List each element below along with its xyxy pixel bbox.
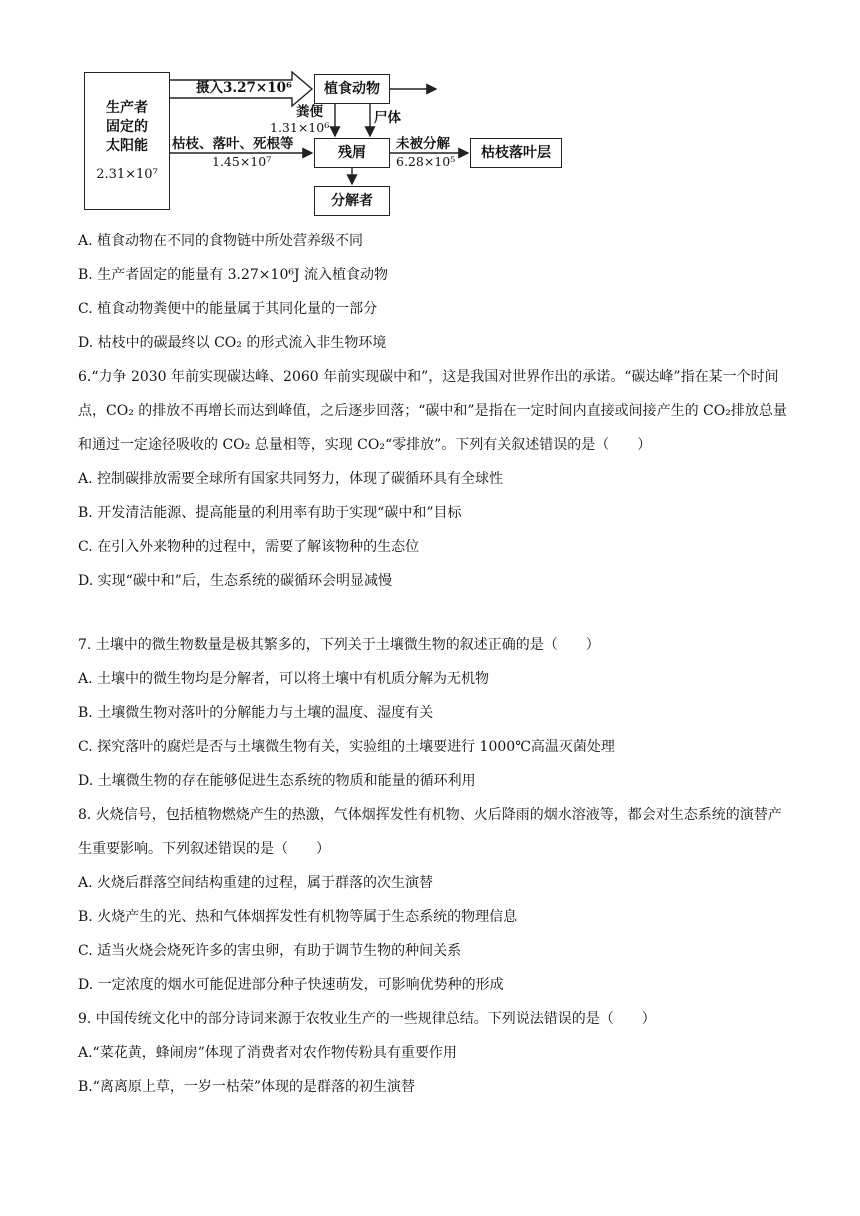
q5-option-b: B. 生产者固定的能量有 3.27×10⁶J 流入植食动物 [78,267,389,283]
q6-option-c: C. 在引入外来物种的过程中，需要了解该物种的生态位 [78,539,420,555]
q6-option-d: D. 实现“碳中和”后，生态系统的碳循环会明显减慢 [78,573,392,589]
intake-label: 摄入3.27×10⁶ [196,80,292,96]
producer-line-3: 太阳能 [106,137,148,154]
q9-stem: 9. 中国传统文化中的部分诗词来源于农牧业生产的一些规律总结。下列说法错误的是（ ） [78,1011,656,1027]
q5-options [78,224,790,360]
question-9 [78,1002,790,1104]
litter-layer-box: 枯枝落叶层 [470,138,562,168]
q9-option-b: B.“离离原上草，一岁一枯荣”体现的是群落的初生演替 [78,1079,416,1095]
question-6 [78,360,790,598]
q7-option-d: D. 土壤微生物的存在能够促进生态系统的物质和能量的循环利用 [78,773,476,789]
q8-option-d: D. 一定浓度的烟水可能促进部分种子快速萌发，可影响优势种的形成 [78,977,504,993]
feces-label: 粪便 [296,104,323,120]
q7-option-c: C. 探究落叶的腐烂是否与土壤微生物有关，实验组的土壤要进行 1000℃高温灭菌处理 [78,739,615,755]
undecomposed-label: 未被分解 [396,136,450,152]
producer-box [84,72,170,210]
q6-option-b: B. 开发清洁能源、提高能量的利用率有助于实现“碳中和”目标 [78,505,462,521]
q7-option-a: A. 土壤中的微生物均是分解者，可以将土壤中有机质分解为无机物 [78,671,490,687]
q5-option-c: C. 植食动物粪便中的能量属于其同化量的一部分 [78,301,378,317]
q7-option-b: B. 土壤微生物对落叶的分解能力与土壤的温度、湿度有关 [78,705,434,721]
q9-option-a: A.“菜花黄，蜂闹房”体现了消费者对农作物传粉具有重要作用 [78,1045,457,1061]
q8-option-b: B. 火烧产生的光、热和气体烟挥发性有机物等属于生态系统的物理信息 [78,909,518,925]
q5-option-d: D. 枯枝中的碳最终以 CO₂ 的形式流入非生物环境 [78,335,387,351]
q5-option-a: A. 植食动物在不同的食物链中所处营养级不同 [78,233,364,249]
feces-value: 1.31×10⁶ [270,120,330,135]
question-7 [78,628,790,798]
producer-line-1: 生产者 [106,99,148,116]
question-8 [78,798,790,1002]
herbivore-box: 植食动物 [314,74,390,104]
producer-line-2: 固定的 [106,118,148,135]
undecomposed-value: 6.28×10⁵ [396,154,456,169]
corpse-label: 尸体 [374,110,401,126]
q8-stem: 8. 火烧信号，包括植物燃烧产生的热激，气体烟挥发性有机物、火后降雨的烟水溶液等，都会对生态系统的演替产生重要影响。下列叙述错误的是（ ） [78,807,782,857]
branches-value: 1.45×10⁷ [212,154,272,169]
energy-flow-diagram [80,66,600,216]
decomposer-box: 分解者 [314,186,390,216]
detritus-box: 残屑 [314,138,390,168]
q8-option-c: C. 适当火烧会烧死许多的害虫卵，有助于调节生物的种间关系 [78,943,462,959]
producer-value: 2.31×10⁷ [96,166,158,182]
q6-option-a: A. 控制碳排放需要全球所有国家共同努力，体现了碳循环具有全球性 [78,471,504,487]
q6-stem: 6.“力争 2030 年前实现碳达峰、2060 年前实现碳中和”，这是我国对世界作出的承诺。“碳达峰”指在某一个时间点，CO₂ 的排放不再增长而达到峰值，之后逐步回落；“碳中和”是指在一定时间内直接或间接产生的 CO₂排放总量和通过一定途径吸收的 CO₂ 总量相等，实现 CO₂“零排放”。下列有关叙述错误的是（ ） [78,369,787,453]
branches-label: 枯枝、落叶、死根等 [172,136,294,152]
q8-option-a: A. 火烧后群落空间结构重建的过程，属于群落的次生演替 [78,875,434,891]
q7-stem: 7. 土壤中的微生物数量是极其繁多的，下列关于土壤微生物的叙述正确的是（ ） [78,637,600,653]
